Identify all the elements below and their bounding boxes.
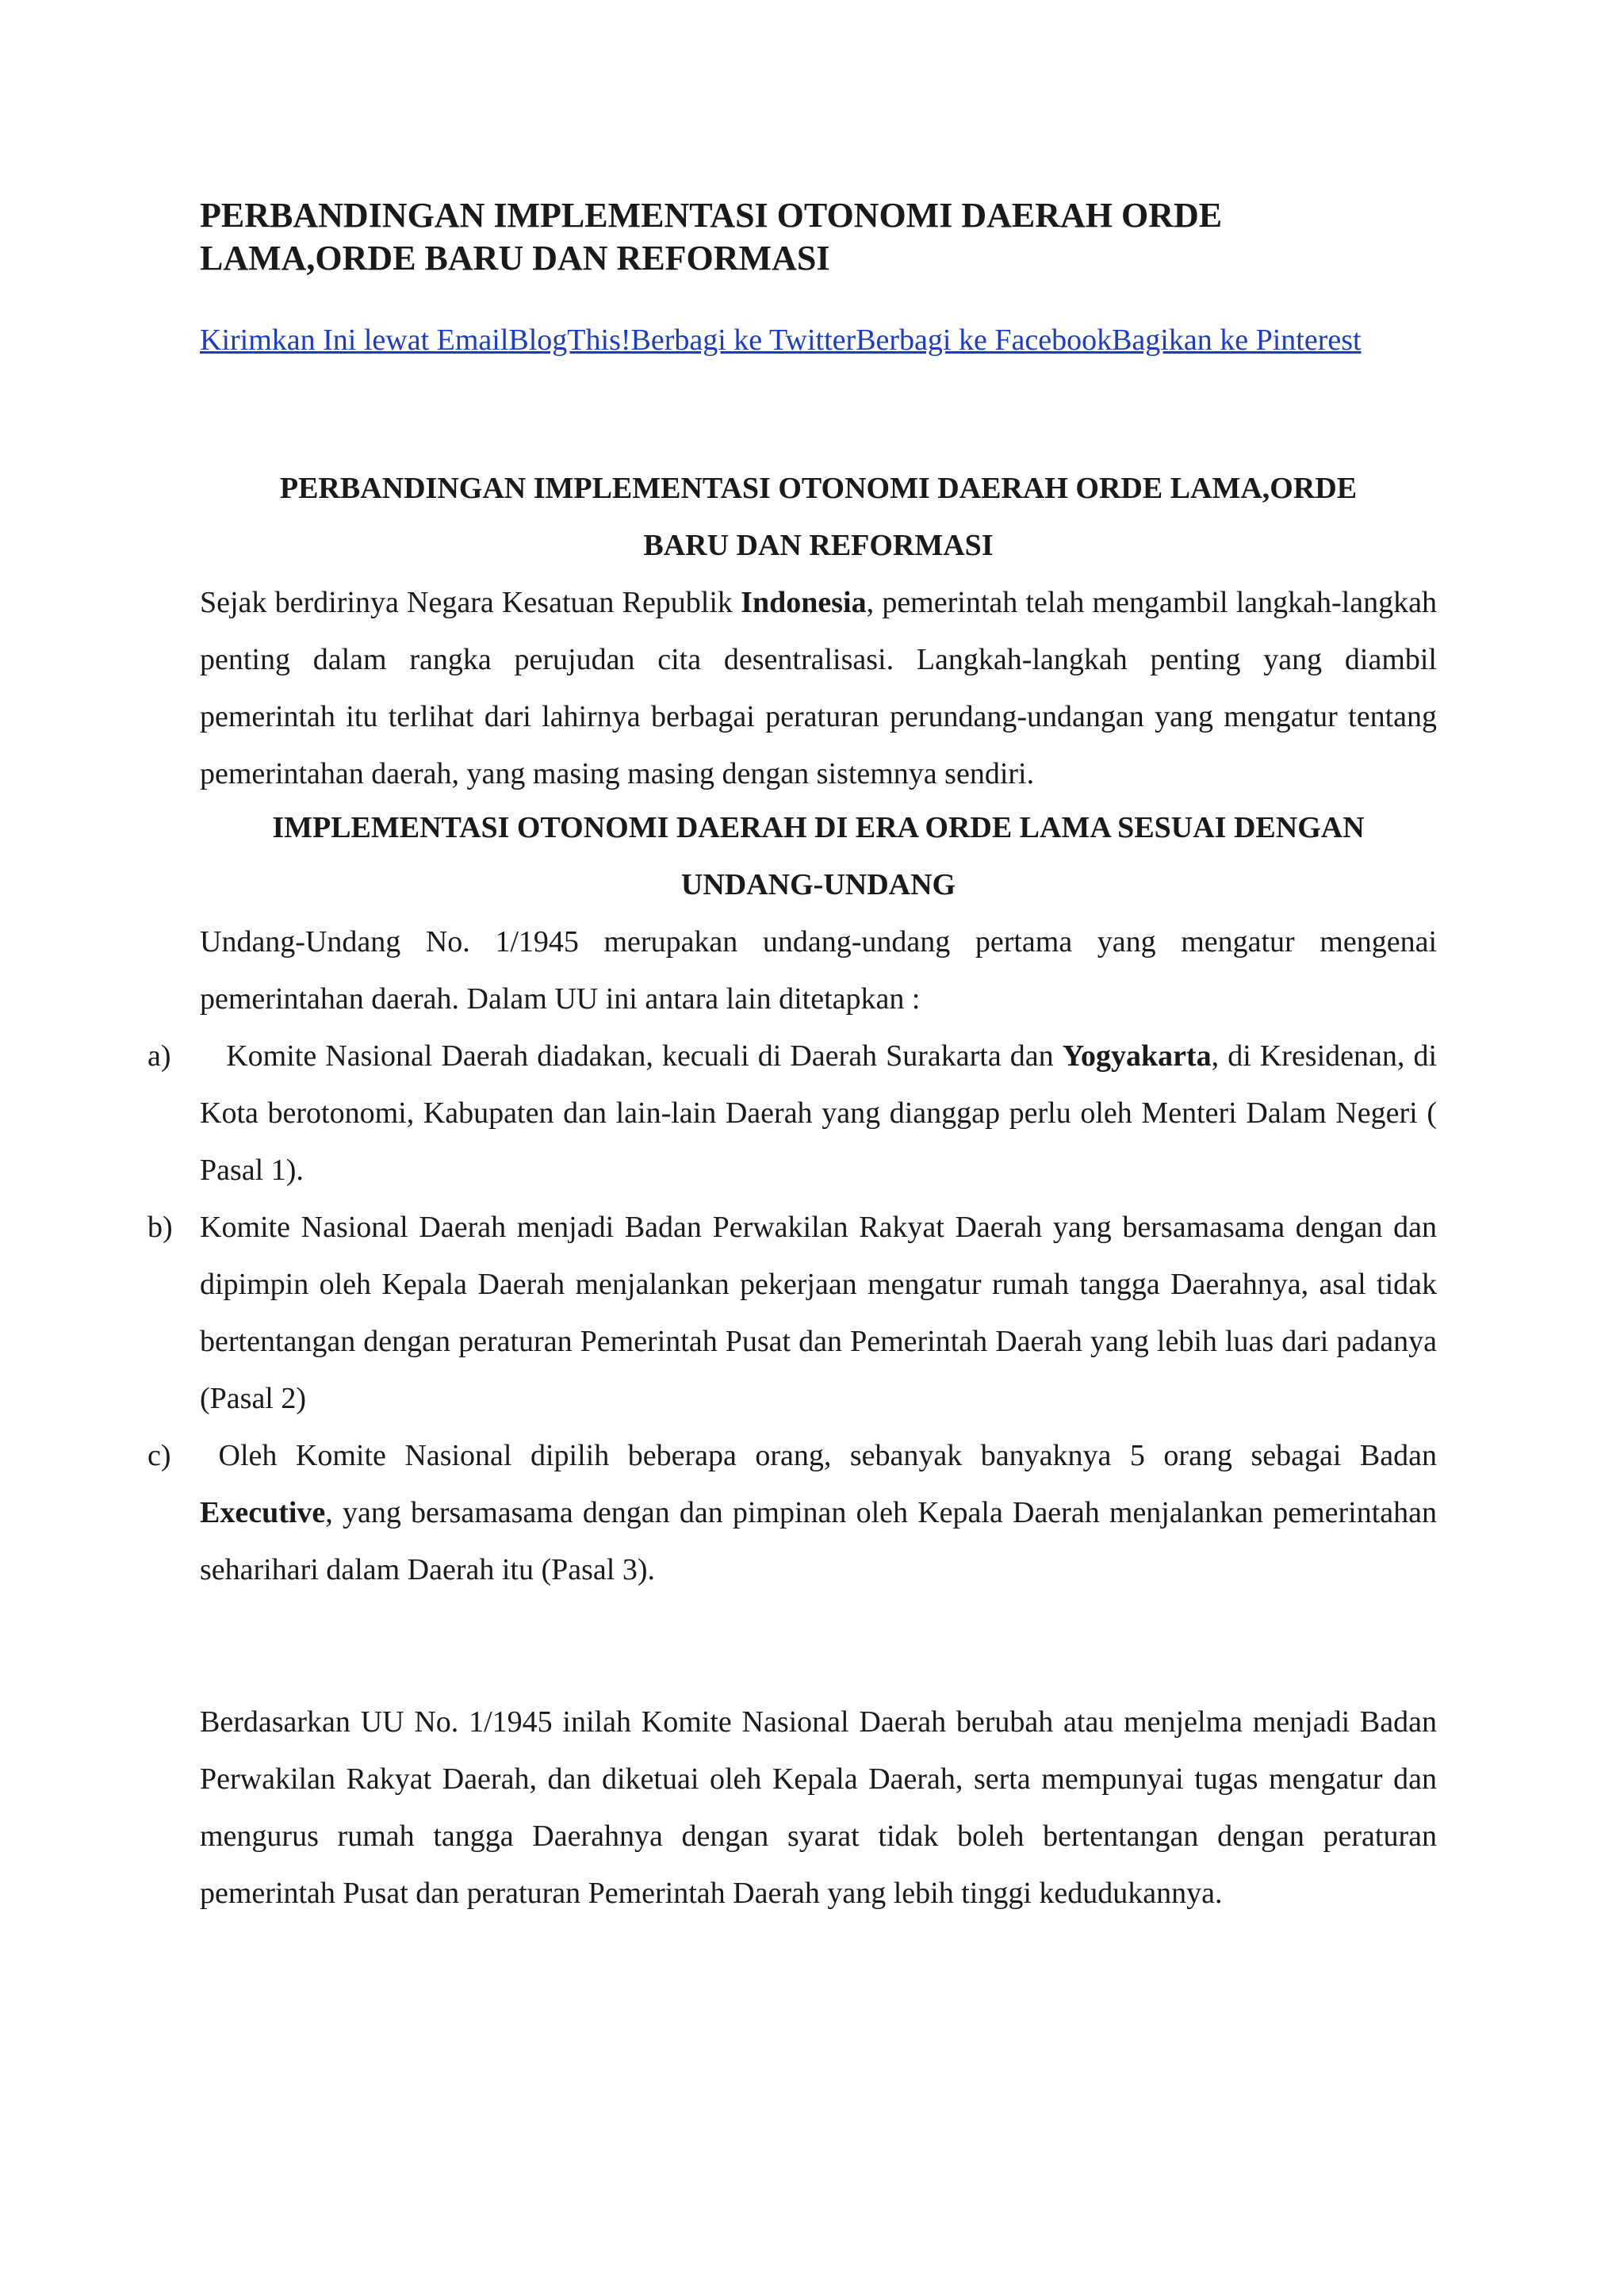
list-text-end: , di Kresidenan, di Kota berotonomi, Kabupaten dan lain-lain Daerah yang dianggap perlu oleh Menteri Dalam Negeri ( Pasal 1). bbox=[200, 1039, 1438, 1187]
section-heading-line1: PERBANDINGAN IMPLEMENTASI OTONOMI DAERAH ORDE LAMA,ORDE bbox=[279, 472, 1358, 505]
share-pinterest-link[interactable]: Bagikan ke Pinterest bbox=[1112, 323, 1362, 357]
intro-text-end: , pemerintah telah mengambil langkah-langkah penting dalam rangka perujudan cita desentralisasi. Langkah-langkah penting yang diambil pemerintah itu terlihat dari lahirnya berbagai peraturan perundang-undangan yang mengatur tentang pemerintahan daerah, yang masing masing dengan sistemnya sendiri. bbox=[200, 586, 1437, 790]
share-blog-link[interactable]: BlogThis! bbox=[508, 323, 631, 357]
document-title-line1: PERBANDINGAN IMPLEMENTASI OTONOMI DAERAH ORDE bbox=[200, 196, 1223, 235]
document-title-line2: LAMA,ORDE BARU DAN REFORMASI bbox=[200, 239, 830, 277]
share-twitter-link[interactable]: Berbagi ke Twitter bbox=[630, 323, 856, 357]
closing-paragraph: Berdasarkan UU No. 1/1945 inilah Komite Nasional Daerah berubah atau menjelma menjadi Badan Perwakilan Rakyat Daerah, dan diketuai oleh Kepala Daerah, serta mempunyai tugas mengatur dan mengurus rumah tangga Daerahnya dengan syarat tidak boleh bertentangan dengan peraturan pemerintah Pusat dan peraturan Pemerintah Daerah yang lebih tinggi kedudukannya. bbox=[200, 1705, 1437, 1910]
list-item-text bbox=[200, 1199, 1437, 1427]
uu-intro-paragraph: Undang-Undang No. 1/1945 merupakan undang-undang pertama yang mengatur mengenai pemerintahan daerah. Dalam UU ini antara lain ditetapkan : bbox=[200, 925, 1437, 1016]
list-bold-executive: Executive bbox=[200, 1496, 326, 1529]
intro-bold-indonesia: Indonesia bbox=[741, 586, 867, 619]
section-heading-perbandingan bbox=[200, 460, 1437, 574]
intro-paragraph bbox=[200, 574, 1437, 802]
list-marker: a) bbox=[147, 1039, 171, 1073]
list-bold-yogyakarta: Yogyakarta bbox=[1062, 1039, 1212, 1073]
list-text-start: Komite Nasional Daerah menjadi Badan Perwakilan Rakyat Daerah yang bersamasama dengan dan dipimpin oleh Kepala Daerah menjalankan pekerjaan mengatur rumah tangga Daerahnya, asal tidak bertentangan dengan peraturan Pemerintah Pusat dan Pemerintah Daerah yang lebih luas dari padanya (Pasal 2) bbox=[200, 1211, 1437, 1415]
list-marker: c) bbox=[147, 1439, 171, 1472]
list-text-start: Oleh Komite Nasional dipilih beberapa orang, sebanyak banyaknya 5 orang sebagai Badan bbox=[200, 1439, 1445, 1472]
share-email-link[interactable]: Kirimkan Ini lewat Email bbox=[200, 323, 509, 357]
section-heading-line1: IMPLEMENTASI OTONOMI DAERAH DI ERA ORDE LAMA SESUAI DENGAN bbox=[272, 811, 1365, 844]
section-heading-line2: UNDANG-UNDANG bbox=[680, 868, 956, 901]
share-facebook-link[interactable]: Berbagi ke Facebook bbox=[856, 323, 1113, 357]
list-text-end: , yang bersamasama dengan dan pimpinan oleh Kepala Daerah menjalankan pemerintahan seharihari dalam Daerah itu (Pasal 3). bbox=[200, 1496, 1437, 1586]
list-item-text bbox=[200, 1027, 1437, 1199]
list-marker: b) bbox=[147, 1211, 173, 1244]
section-heading-line2: BARU DAN REFORMASI bbox=[643, 529, 994, 562]
list-item-text bbox=[200, 1427, 1445, 1598]
share-links bbox=[200, 321, 1437, 359]
list-text-start: Komite Nasional Daerah diadakan, kecuali di Daerah Surakarta dan bbox=[200, 1039, 1063, 1073]
intro-text-start: Sejak berdirinya Negara Kesatuan Republik bbox=[200, 586, 741, 619]
document-title bbox=[200, 194, 1437, 280]
section-heading-orde-lama bbox=[200, 799, 1437, 913]
